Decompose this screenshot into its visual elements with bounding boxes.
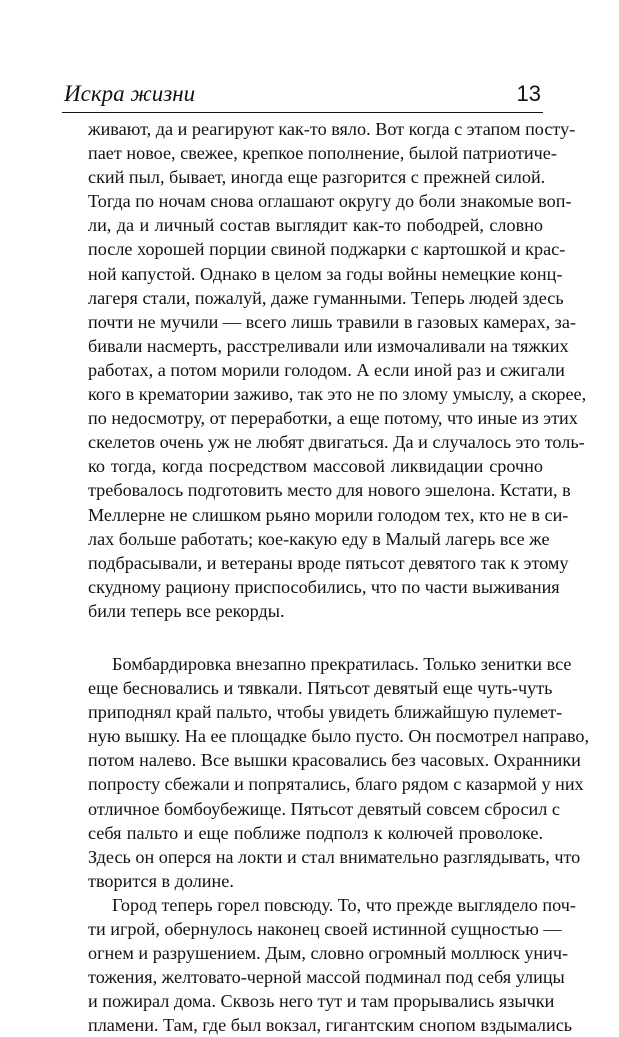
text-line: били теперь все рекорды.	[88, 600, 285, 621]
body-text	[88, 117, 590, 1037]
paragraph-gap	[88, 623, 543, 652]
text-line: после хорошей порции свиной поджарки с картошкой и крас-	[88, 239, 566, 260]
text-line: ко тогда, когда посредством массовой ликвидации срочно	[88, 456, 543, 477]
text-line: ти игрой, обернулось наконец своей истинной сущностью —	[88, 919, 562, 939]
text-line: Бомбардировка внезапно прекратилась. Только зенитки все	[112, 653, 572, 674]
text-line: приподнял край пальто, чтобы увидеть ближайшую пулемет-	[88, 702, 563, 723]
text-line: лах больше работать; кое-какую еду в Малый лагерь все же	[88, 528, 550, 549]
text-line: ли, да и личный состав выглядит как-то пободрей, словно	[88, 215, 543, 236]
text-line: ский пыл, бывает, иногда еще разгорится с прежней силой.	[88, 167, 546, 188]
text-line: ной капустой. Однако в целом за годы войны немецкие конц-	[88, 263, 563, 284]
running-header	[62, 78, 543, 113]
text-line: ную вышку. На ее площадке было пусто. Он посмотрел направо,	[88, 726, 590, 747]
text-line: пает новое, свежее, крепкое пополнение, былой патриотиче-	[88, 143, 557, 164]
text-line: работах, а потом морили голодом. А если иной раз и сжигали	[88, 359, 565, 380]
text-line: Здесь он оперся на локти и стал внимательно разглядывать, что	[88, 846, 581, 867]
text-line: живают, да и реагируют как-то вяло. Вот когда с этапом посту-	[88, 119, 576, 139]
text-line: отличное бомбоубежище. Пятьсот девятый совсем сбросил с	[88, 798, 560, 819]
text-line: Город теперь горел повсюду. То, что прежде выглядело поч-	[112, 894, 576, 915]
text-line: себя пальто и еще поближе подполз к колючей проволоке.	[88, 822, 543, 843]
text-line: пламени. Там, где был вокзал, гигантским снопом вздымались	[88, 1015, 573, 1036]
text-line: кого в крематории заживо, так это не по злому умыслу, а скорее,	[88, 384, 587, 405]
running-title: Искра жизни	[64, 81, 196, 106]
text-line: потом налево. Все вышки красовались без часовых. Охранники	[88, 750, 581, 771]
text-line: подбрасывали, и ветераны вроде пятьсот девятого так к этому	[88, 552, 569, 573]
page-number: 13	[516, 81, 541, 106]
text-line: почти не мучили — всего лишь травили в газовых камерах, за-	[88, 311, 576, 332]
paragraph	[88, 652, 590, 893]
text-line: тожения, желтовато-черной массой подминал под себя улицы	[88, 967, 565, 988]
text-line: скелетов очень уж не любят двигаться. Да и случалось это толь-	[88, 432, 585, 453]
text-line: бивали насмерть, расстреливали или измочаливали на тяжких	[88, 335, 569, 356]
text-line: огнем и разрушением. Дым, словно огромный моллюск унич-	[88, 943, 569, 964]
text-line: Тогда по ночам снова оглашают округу до боли знакомые воп-	[88, 191, 572, 212]
text-line: Меллерне не слишком рьяно морили голодом тех, кто не в си-	[88, 504, 569, 525]
paragraph	[88, 117, 587, 623]
text-line: требовалось подготовить место для нового эшелона. Кстати, в	[88, 480, 571, 501]
text-line: по недосмотру, от переработки, а еще потому, что иные из этих	[88, 408, 578, 429]
text-line: творится в долине.	[88, 870, 234, 891]
paragraph	[88, 893, 576, 1037]
text-line: и пожирал дома. Сквозь него тут и там прорывались язычки	[88, 991, 555, 1012]
text-line: еще бесновались и тявкали. Пятьсот девятый еще чуть-чуть	[88, 678, 553, 699]
text-line: лагеря стали, пожалуй, даже гуманными. Теперь людей здесь	[88, 287, 564, 308]
text-line: попросту сбежали и попрятались, благо рядом с казармой у них	[88, 774, 584, 795]
text-line: скудному рациону приспособились, что по части выживания	[88, 576, 560, 597]
